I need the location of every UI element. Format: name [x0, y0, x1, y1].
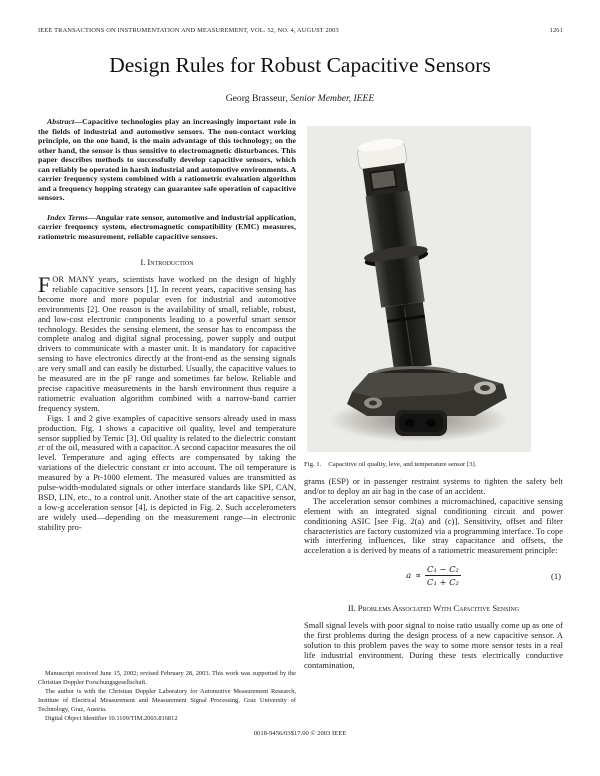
proportional-symbol: ∝ [415, 570, 422, 581]
paper-title: Design Rules for Robust Capacitive Sensors [109, 53, 491, 77]
section-1-heading [38, 257, 296, 267]
section-2-title: Problems Associated With Capacitive Sensing [357, 603, 520, 614]
figure-1-caption-text: Capacitive oil quality, leve, and temperature sensor [3]. [328, 461, 477, 468]
section-2-number: II. [347, 603, 356, 614]
figure-1-caption [304, 461, 563, 468]
oil-sensor-illustration [307, 126, 531, 452]
intro-lead-caps: OR MANY [52, 275, 94, 284]
abstract-text: Capacitive technologies play an increasingly important role in the fields of industrial and automotive sensors. The non-contact working principle, on the one hand, is the main advantage of this technology; on the other hand, the sensor is thus sensitive to electromagnetic disturbances. This paper describes methods to successfully develop capacitive sensors, which can reliably be operated in harsh industrial and automotive environments. A carrier frequency system combined with a ratiometric evaluation algorithm and a frequency hopping strategy can guarantee safe operation of capacitive sensors. [38, 117, 296, 202]
index-terms-paragraph [38, 213, 296, 242]
equation-lhs: a [406, 570, 412, 581]
index-terms-text: Angular rate sensor, automotive and industrial application, carrier frequency system, electromagnetic compatibility (EMC) measures, ratiometric measurement, reliable capacitive sensors. [38, 212, 296, 241]
dropcap-letter: F [38, 272, 51, 297]
intro-paragraph-1 [38, 272, 297, 414]
intro-paragraph-1-text: years, scientists have worked on the design of highly reliable capacitive sensors [1]. In recent years, capacitive sensing has become more and more popular even for industrial and automotive environments [2]. One reason is the availability of small, reliable, robust, and low-cost electronic components leading to a powerful smart sensor technology. Besides the sensing element, the sensor has to encompass the complete analog and digital signal processing, power supply and output drivers to communicate with a master unit. It is mandatory for capacitive sensing to have electronics directly at the front-end as the sensing signals are very small and can easily be disturbed. Usually, the capacitive values to be measured are in the pF range and sometimes far below. Reliable and precise capacitive measurements in the harsh environment thus require a ratiometric evaluation algorithm combined with a narrow-band carrier frequency system. [38, 275, 297, 413]
index-terms-label: Index Terms— [47, 212, 96, 222]
right-paragraph-2: The acceleration sensor combines a micromachined, capacitive sensing element with an integrated signal conditioning circuit and power conditioning ASIC [see Fig. 2(a) and (c)]. Sensitivity, offset and filter characteristics are factory customized via a programming interface. To cope with interfering influences, like stray capacitance and offsets, the acceleration a is derived by means of a ratiometric measurement principle: [304, 496, 563, 556]
right-paragraph-1: grams (ESP) or in passenger restraint systems to tighten the safety belt and/or to deploy an air bag in the case of an accident. [304, 477, 563, 496]
right-column [304, 126, 563, 671]
equation-denominator: C₁ + C₂ [427, 577, 459, 588]
section-1-title: Introduction [147, 257, 194, 267]
equation-1-number: (1) [550, 570, 561, 581]
left-column [38, 117, 296, 533]
footnote-doi: Digital Object Identifier 10.1109/TIM.2003.816812 [45, 715, 178, 722]
abstract-label: Abstract— [47, 117, 83, 126]
footnote-affiliation: The author is with the Christian Doppler Laboratory for Automotive Measurement Research, Institute of Electrical Measurement and Measurement Signal Processing, Graz University of Technology, Graz, Austria. [38, 688, 296, 713]
first-page-footnote [38, 669, 296, 723]
abstract-paragraph [38, 117, 296, 203]
right-paragraph-3: Small signal levels with poor signal to noise ratio usually come up as one of the first problems during the design process of a new capacitive sensor. A solution to this problem paves the way to some more sensor tests in a real life industrial environment. During these tests electrically conductive contamination, [304, 621, 563, 670]
equation-1-expression [406, 564, 461, 587]
copyright-line: 0018-9456/03$17.00 © 2003 IEEE [253, 730, 347, 737]
section-2-heading [304, 603, 563, 613]
journal-line: IEEE TRANSACTIONS ON INSTRUMENTATION AND MEASUREMENT, VOL. 52, NO. 4, AUGUST 2003 [38, 27, 339, 34]
intro-paragraph-2: Figs. 1 and 2 give examples of capacitive sensors already used in mass production. Fig. 1 shows a capacitive oil quality, level and temperature sensor supplied by Temic [3]. Oil quality is related to the dielectric constant εr of the oil, measured with a capacitor. A second capacitor measures the oil level. Temperature and aging effects are compensated by taking the variations of the dielectric constant εr into account. The oil temperature is measured by a Pt-1000 element. The measured values are transmitted as pulse-width-modulated signals or other interface standards like SPI, CAN, BSD, LIN, etc., to a control unit. Another state of the art capacitive sensor, a low-g acceleration sensor [4], is depicted in Fig. 2. Such accelerometers are widely used—depending on the measurement range—in electronic stability pro- [38, 413, 296, 532]
page-number: 1261 [549, 27, 563, 34]
author-name: Georg Brasseur [225, 93, 286, 104]
running-header [38, 27, 563, 34]
byline [0, 93, 600, 104]
equation-fraction [425, 564, 461, 587]
author-membership: , Senior Member, IEEE [285, 93, 375, 104]
equation-1 [304, 564, 563, 587]
footnote-received: Manuscript received June 15, 2002; revised February 28, 2003. This work was supported by the Christian Doppler Forschungsgesellschaft. [38, 670, 296, 686]
figure-1 [304, 126, 563, 468]
figure-1-label: Fig. 1. [304, 461, 322, 468]
equation-numerator: C₁ − C₂ [427, 564, 459, 575]
oil-sensor-photo [307, 126, 531, 452]
section-1-number: I. [140, 257, 146, 267]
